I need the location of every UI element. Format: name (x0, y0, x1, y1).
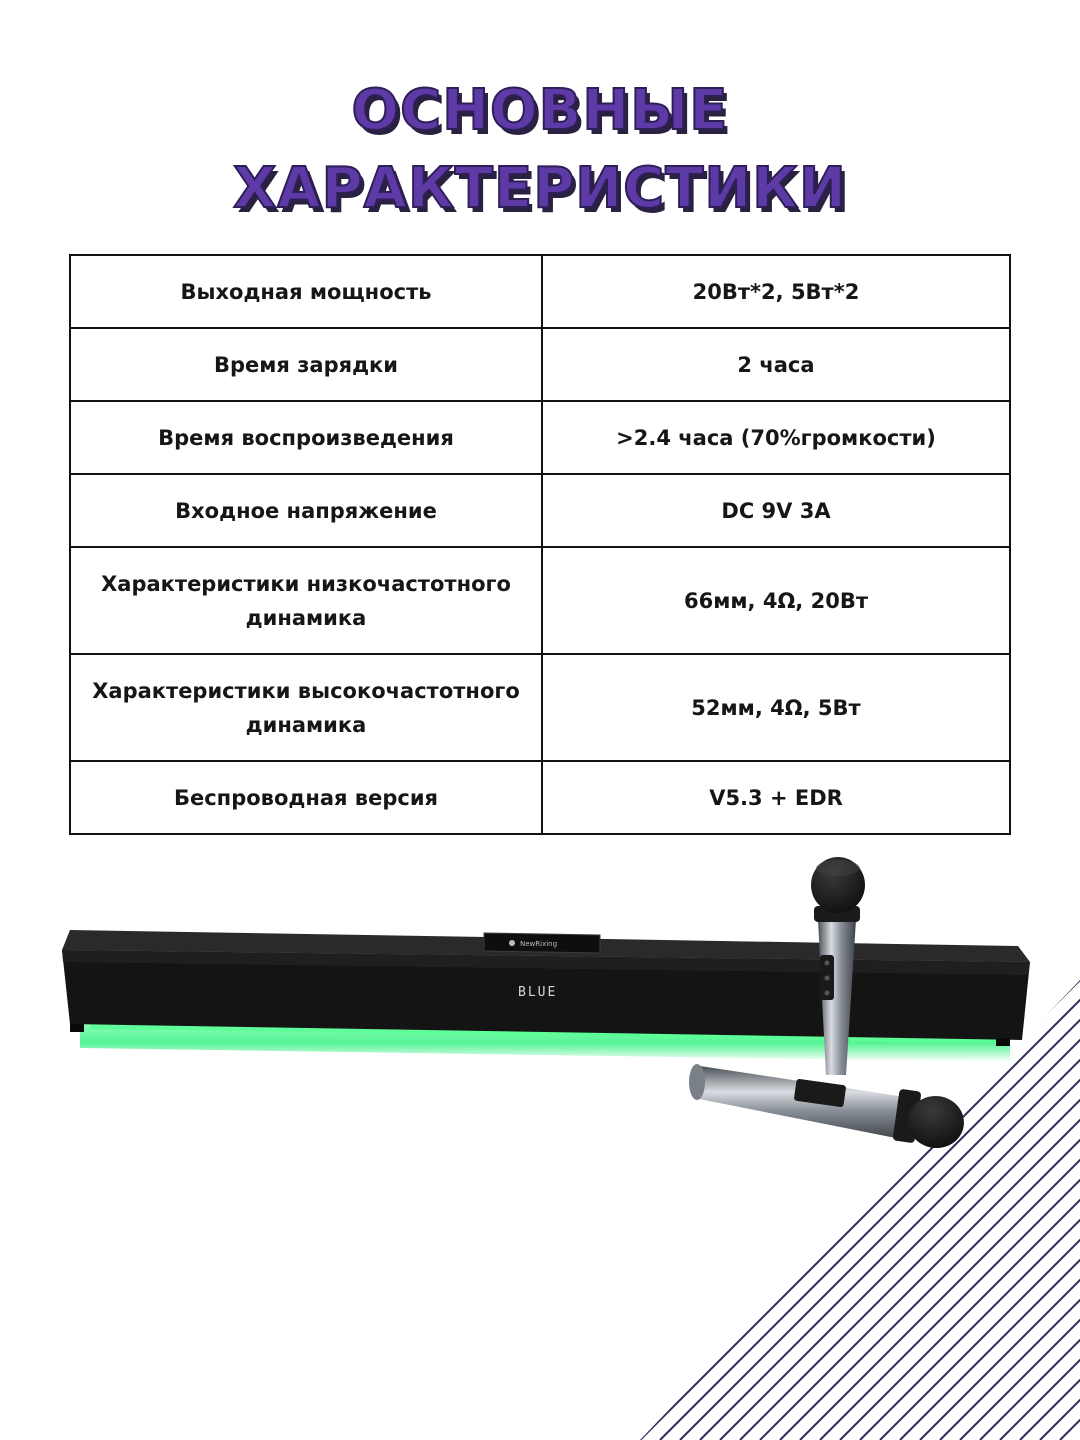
table-row (70, 474, 1010, 547)
spec-label: Беспроводная версия (70, 761, 542, 834)
page-title-line-2: ХАРАКТЕРИСТИКИ (233, 156, 847, 221)
spec-value: 66мм, 4Ω, 20Вт (542, 547, 1010, 654)
spec-label: Выходная мощность (70, 255, 542, 328)
page-title (0, 72, 1080, 228)
table-row (70, 761, 1010, 834)
brand-logo: NewRixing (520, 940, 558, 948)
page-title-line-1: ОСНОВНЫЕ (351, 78, 729, 143)
table-row (70, 255, 1010, 328)
spec-value: V5.3 + EDR (542, 761, 1010, 834)
table-row (70, 547, 1010, 654)
spec-value: 20Вт*2, 5Вт*2 (542, 255, 1010, 328)
table-row (70, 328, 1010, 401)
soundbar-image (62, 930, 1030, 1062)
microphone-image (689, 1064, 967, 1152)
specs-table (69, 254, 1011, 835)
spec-label: Входное напряжение (70, 474, 542, 547)
spec-label: Время воспроизведения (70, 401, 542, 474)
spec-value: >2.4 часа (70%громкости) (542, 401, 1010, 474)
spec-value: DC 9V 3A (542, 474, 1010, 547)
spec-label: Характеристики низкочастотного динамика (70, 547, 542, 654)
spec-label: Характеристики высокочастотного динамика (70, 654, 542, 761)
table-row (70, 654, 1010, 761)
spec-value: 2 часа (542, 328, 1010, 401)
display-text: BLUE (518, 985, 558, 1000)
spec-value: 52мм, 4Ω, 5Вт (542, 654, 1010, 761)
product-illustration (0, 850, 1080, 1440)
table-row (70, 401, 1010, 474)
spec-label: Время зарядки (70, 328, 542, 401)
